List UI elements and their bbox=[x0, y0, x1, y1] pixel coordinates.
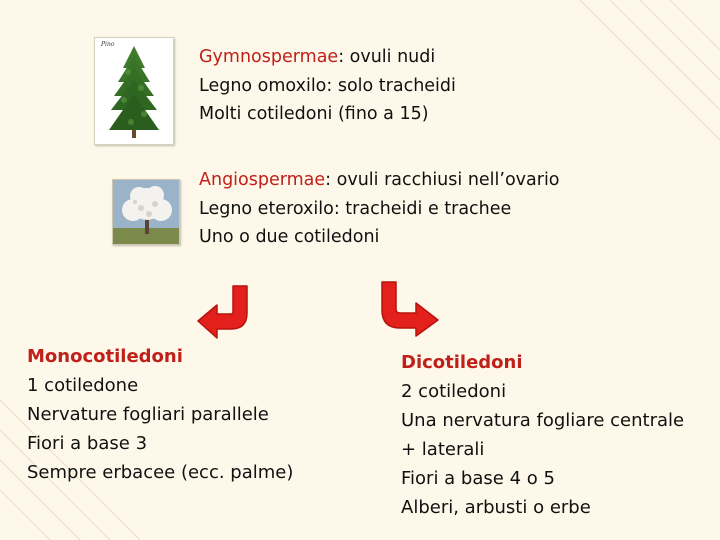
dicots-column bbox=[401, 348, 684, 522]
gymnosperms-ovule-note: : ovuli nudi bbox=[338, 47, 436, 67]
monocots-line: Sempre erbacee (ecc. palme) bbox=[27, 462, 294, 483]
angiosperms-ovule-note: : ovuli racchiusi nell’ovario bbox=[325, 170, 560, 190]
flowering-tree-icon bbox=[113, 180, 180, 245]
curved-arrow-down-left-icon bbox=[195, 283, 257, 341]
monocots-heading: Monocotiledoni bbox=[27, 346, 183, 367]
dicots-line: + laterali bbox=[401, 439, 485, 460]
gymnosperms-line: Legno omoxilo: solo tracheidi bbox=[199, 75, 456, 96]
dicots-heading: Dicotiledoni bbox=[401, 352, 523, 373]
angiosperms-term: Angiospermae bbox=[199, 170, 326, 190]
angiosperms-line: Uno o due cotiledoni bbox=[199, 227, 380, 247]
pine-tree-icon bbox=[95, 38, 173, 144]
monocots-line: Nervature fogliari parallele bbox=[27, 404, 269, 425]
dicots-line: Fiori a base 4 o 5 bbox=[401, 468, 555, 489]
angiosperms-line: Legno eteroxilo: tracheidi e trachee bbox=[199, 198, 512, 219]
gymnosperms-line: Molti cotiledoni (fino a 15) bbox=[199, 104, 429, 124]
monocots-column bbox=[27, 342, 293, 487]
angiosperms-title-line bbox=[199, 166, 560, 195]
dicots-line: Una nervatura fogliare centrale bbox=[401, 410, 685, 431]
monocots-line: 1 cotiledone bbox=[27, 375, 139, 396]
blossom-tree-image bbox=[112, 179, 180, 245]
pine-tree-image bbox=[94, 37, 174, 145]
monocots-line: Fiori a base 3 bbox=[27, 433, 148, 454]
curved-arrow-down-right-icon bbox=[378, 278, 442, 338]
gymnosperms-description bbox=[199, 43, 456, 129]
dicots-line: Alberi, arbusti o erbe bbox=[401, 497, 591, 518]
gymnosperms-term: Gymnospermae bbox=[199, 47, 339, 67]
dicots-line: 2 cotiledoni bbox=[401, 381, 507, 402]
gymnosperms-title-line bbox=[199, 43, 456, 72]
angiosperms-description bbox=[199, 166, 560, 252]
pine-image-tag: Pino bbox=[101, 41, 115, 48]
